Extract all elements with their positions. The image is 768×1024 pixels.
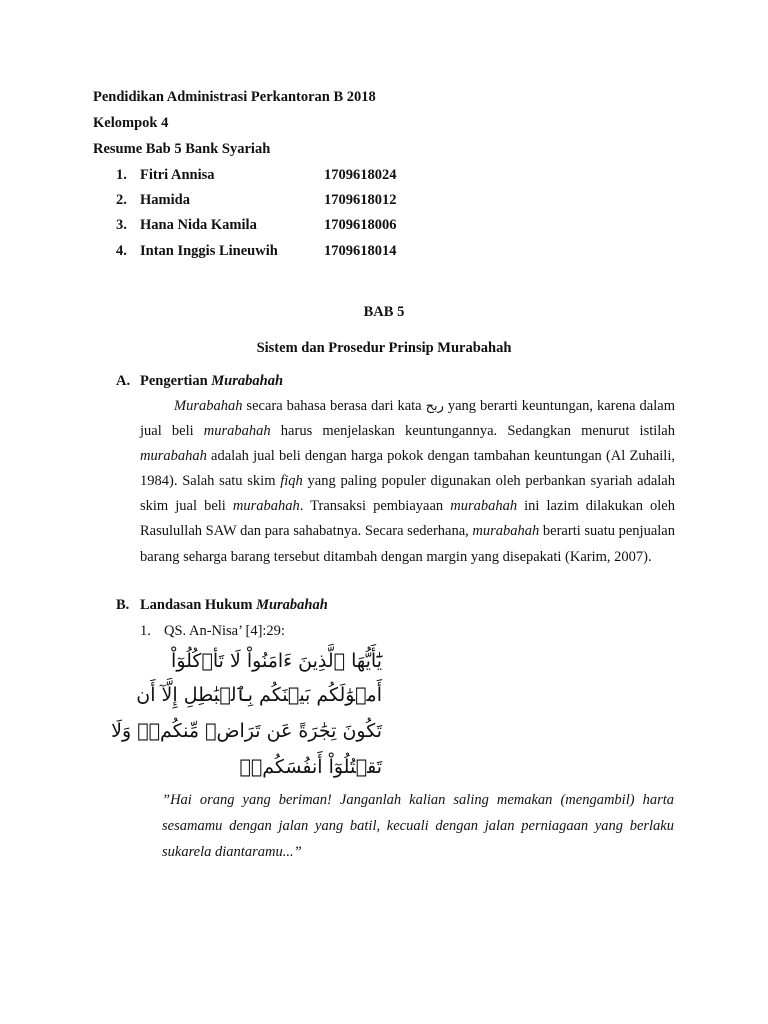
term-murabahah: murabahah bbox=[232, 498, 300, 515]
section-a-heading bbox=[140, 373, 283, 390]
term-murabahah: murabahah bbox=[450, 498, 518, 515]
member-id: 1709618024 bbox=[324, 167, 397, 183]
member-id: 1709618014 bbox=[324, 243, 397, 259]
member-name: Hamida bbox=[140, 192, 190, 208]
member-row bbox=[0, 243, 768, 263]
paragraph-text: harus menjelaskan keuntungannya. Sedangkan menurut istilah bbox=[270, 423, 675, 440]
arabic-verse-line: تَكُونَ تِجَٰرَةً عَن تَرَاضٖ مِّنكُمۡۚ وَلَا bbox=[111, 720, 382, 742]
header-group: Kelompok 4 bbox=[93, 115, 169, 131]
member-row bbox=[0, 217, 768, 237]
verse-reference: QS. An-Nisa’ [4]:29: bbox=[164, 623, 285, 639]
section-b-marker: B. bbox=[116, 597, 130, 613]
member-name: Intan Inggis Lineuwih bbox=[140, 243, 278, 259]
paragraph-text: secara bahasa berasa dari kata bbox=[242, 398, 426, 414]
member-row bbox=[0, 192, 768, 212]
arabic-verse-line: يَٰٓأَيُّهَا ٱلَّذِينَ ءَامَنُواْ لَا تَأۡكُلُوٓاْ bbox=[171, 650, 382, 672]
term-murabahah: Murabahah bbox=[174, 398, 243, 414]
member-number: 1. bbox=[116, 167, 127, 183]
paragraph-text: berarti suatu penjualan barang seharga barang tersebut ditambah dengan margin yang disepakati (Karim, 2007). bbox=[140, 523, 675, 565]
chapter-subtitle: Sistem dan Prosedur Prinsip Murabahah bbox=[256, 340, 512, 356]
section-b-label-italic: Murabahah bbox=[256, 597, 328, 613]
section-a-label: Pengertian bbox=[140, 373, 212, 389]
chapter-title: BAB 5 bbox=[363, 304, 405, 320]
paragraph-text: yang berarti keuntungan, karena dalam jual beli bbox=[140, 398, 675, 440]
term-murabahah: murabahah bbox=[203, 423, 271, 440]
member-name: Hana Nida Kamila bbox=[140, 217, 257, 233]
verse-translation-text: ”Hai orang yang beriman! Janganlah kalian saling memakan (mengambil) harta sesamamu dengan jalan yang batil, kecuali dengan jalan perniagaan yang berlaku sukarela diantaramu...” bbox=[162, 792, 674, 860]
paragraph-text: adalah jual beli dengan harga pokok dengan tambahan keuntungan (Al Zuhaili, 1984). Salah satu skim bbox=[140, 448, 675, 490]
member-number: 3. bbox=[116, 217, 127, 233]
member-number: 4. bbox=[116, 243, 127, 259]
member-row bbox=[0, 167, 768, 187]
header-resume: Resume Bab 5 Bank Syariah bbox=[93, 141, 271, 157]
arabic-verse-line: أَمۡوَٰلَكُم بَيۡنَكُم بِٱلۡبَٰطِلِ إِلَّآ أَن bbox=[136, 684, 382, 706]
section-b-heading bbox=[140, 597, 328, 614]
member-id: 1709618006 bbox=[324, 217, 397, 233]
verse-item-number: 1. bbox=[140, 623, 151, 639]
paragraph-text: ini lazim dilakukan oleh Rasulullah SAW dan para sahabatnya. Secara sederhana, bbox=[140, 498, 675, 540]
section-a-marker: A. bbox=[116, 373, 131, 389]
arabic-verse-line: تَقۡتُلُوٓاْ أَنفُسَكُمۡۚ bbox=[239, 756, 382, 778]
term-murabahah: murabahah bbox=[472, 523, 540, 540]
term-fiqh: fiqh bbox=[280, 473, 303, 490]
term-murabahah: murabahah bbox=[140, 448, 207, 465]
member-name: Fitri Annisa bbox=[140, 167, 215, 183]
paragraph-text: yang paling populer digunakan oleh perbankan syariah adalah skim jual beli bbox=[140, 473, 675, 515]
header-program: Pendidikan Administrasi Perkantoran B 2018 bbox=[93, 89, 376, 105]
paragraph-text: . Transaksi pembiayaan bbox=[299, 498, 451, 515]
section-a-paragraph bbox=[140, 394, 675, 570]
arabic-word: ربح bbox=[425, 399, 444, 414]
section-b-label: Landasan Hukum bbox=[140, 597, 257, 613]
verse-translation bbox=[162, 787, 674, 865]
member-number: 2. bbox=[116, 192, 127, 208]
member-id: 1709618012 bbox=[324, 192, 397, 208]
section-a-label-italic: Murabahah bbox=[211, 373, 284, 389]
